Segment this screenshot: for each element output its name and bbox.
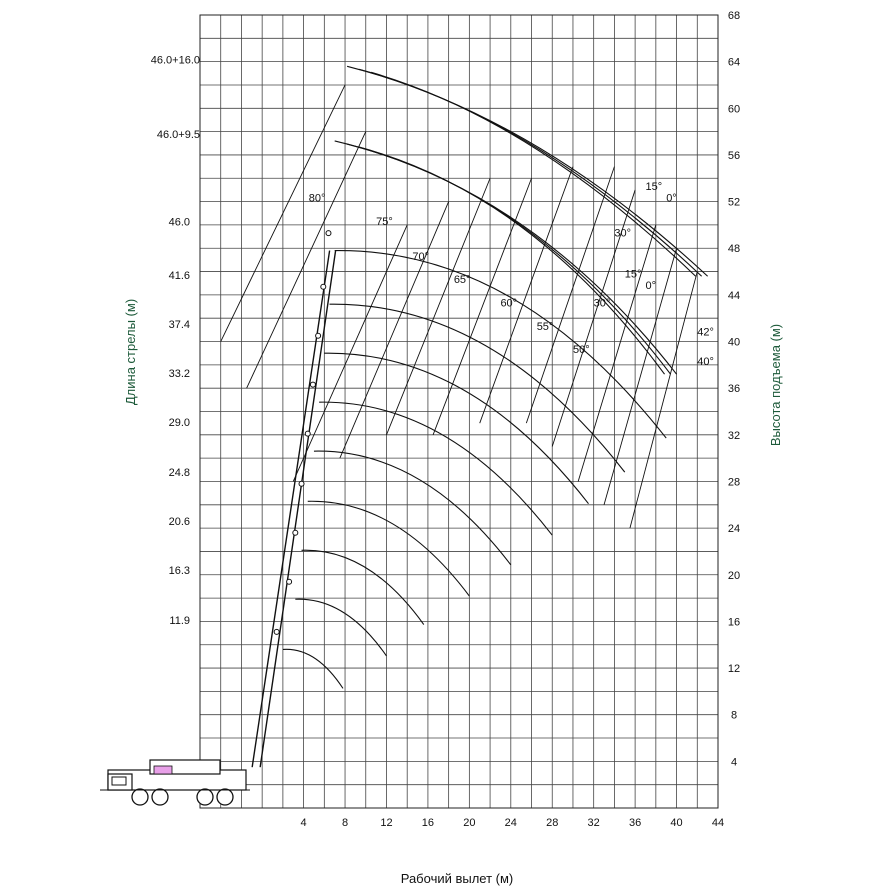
angle-ray [604,248,677,505]
x-tick-label: 20 [463,817,476,829]
jib-curve [359,147,665,374]
boom-angle-label: 80° [308,192,326,205]
wheel-2 [152,789,168,805]
jib-config-labels [151,54,200,141]
boom-line-left [252,251,329,768]
crane-operator-cab [154,766,172,774]
boom-section-marker [321,284,326,289]
y-tick-label: 32 [727,429,741,442]
jib-angle-label: 0° [645,280,657,293]
boom-length-label: 29.0 [168,416,190,429]
y-tick-label: 52 [727,196,741,209]
jib-config-label: 46.0+16.0 [150,54,200,67]
y-tick-label: 28 [727,476,741,489]
y-tick-label: 12 [727,663,741,676]
boom-section-marker [293,530,298,535]
x-axis-ticks [301,817,725,829]
y-tick-label: 64 [727,56,741,69]
boom-angle-rays [221,85,698,528]
y-axis-left-title: Длина стрелы (м) [123,298,138,406]
boom-length-labels [169,216,190,627]
jib-angle-label: 30° [614,227,632,240]
boom-section-marker [316,333,321,338]
y-tick-label: 36 [727,383,741,396]
y-tick-label: 4 [730,756,738,769]
boom-length-label: 33.2 [168,368,190,381]
y-tick-label: 24 [727,523,741,536]
y-tick-label: 16 [727,616,741,629]
x-tick-label: 28 [546,817,559,829]
x-tick-label: 44 [711,817,725,829]
y-tick-label: 44 [727,289,741,302]
boom-length-curve [314,451,511,565]
angle-ray [340,202,449,459]
boom-section-marker [305,431,310,436]
angle-ray [293,225,407,482]
y-tick-label: 56 [727,149,741,162]
wheel-4 [217,789,233,805]
y-tick-label: 8 [730,709,738,722]
boom-length-curve [295,599,386,656]
boom-angle-label: 40° [697,355,714,368]
boom-length-label: 24.8 [168,467,190,480]
grid-horizontal-lines [200,15,718,808]
boom-length-label: 37.4 [168,319,190,332]
boom-angle-label: 60° [500,297,518,310]
y-tick-label: 20 [727,569,741,582]
x-tick-label: 36 [628,817,642,829]
y-tick-label: 48 [727,243,741,256]
y-tick-label: 40 [727,336,741,349]
boom-length-label: 46.0 [168,216,190,229]
angle-labels [309,181,714,368]
wheel-3 [197,789,213,805]
jib-curve [371,72,696,276]
boom-angle-label: 55° [536,320,554,333]
wheel-1 [132,789,148,805]
jib-angle-label: 0° [666,192,677,205]
boom-length-curve [308,501,470,596]
angle-ray [578,225,656,482]
x-tick-label: 40 [670,817,683,829]
angle-ray [247,132,366,389]
x-tick-label: 32 [587,817,600,829]
crane-truck [100,760,250,805]
jib-angle-label: 15° [645,180,663,193]
x-tick-label: 12 [380,817,393,829]
boom-section-marker [310,382,315,387]
y-axis-ticks [728,10,740,768]
crane-boom [252,231,335,768]
jib-curve [335,141,677,374]
boom-angle-label: 50° [572,344,590,357]
boom-length-curve [283,649,343,688]
x-tick-label: 4 [300,817,307,829]
x-tick-label: 8 [341,817,349,829]
boom-angle-label: 42° [697,326,714,339]
boom-section-marker [287,579,292,584]
boom-length-label: 16.3 [168,565,190,578]
boom-length-label: 20.6 [168,516,190,529]
boom-angle-label: 75° [376,215,393,228]
jib-curve [359,69,702,276]
jib-config-label: 46.0+9.5 [156,128,200,141]
jib-angle-label: 30° [593,297,611,310]
boom-length-curve [319,402,552,535]
boom-length-curve [302,550,424,624]
boom-section-marker [326,231,331,236]
jib-curve [347,66,708,276]
boom-section-marker [299,481,304,486]
x-axis-title: Рабочий вылет (м) [400,871,514,886]
angle-ray [630,272,697,529]
boom-angle-label: 65° [453,274,471,287]
boom-length-label: 11.9 [169,615,190,628]
y-axis-right-title: Высота подъема (м) [768,323,783,447]
boom-length-label: 41.6 [168,270,190,283]
y-tick-label: 60 [727,103,741,116]
boom-section-marker [274,629,279,634]
jib-angle-label: 15° [624,268,642,281]
y-tick-label: 68 [727,10,741,22]
boom-angle-label: 70° [412,250,430,263]
x-tick-label: 16 [421,817,435,829]
x-tick-label: 24 [504,817,517,829]
boom-curves [283,66,708,688]
